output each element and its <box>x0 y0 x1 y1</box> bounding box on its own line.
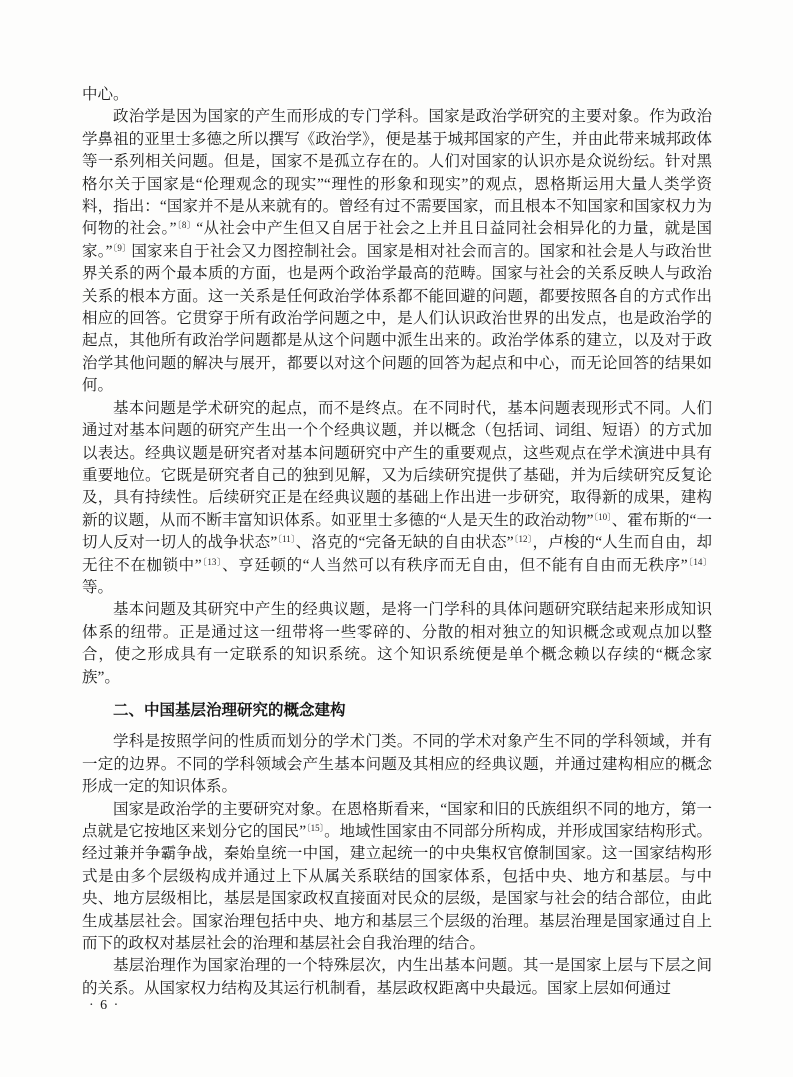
paragraph: 政治学是因为国家的产生而形成的专门学科。国家是政治学研究的主要对象。作为政治学鼻祖的亚里士多德之所以撰写《政治学》，便是基于城邦国家的产生，并由此带来城邦政体等一系列相关问题。但是，国家不是孤立存在的。人们对国家的认识亦是众说纷纭。针对黑格尔关于国家是“伦理观念的现实”“理性的形象和现实”的观点，恩格斯运用大量人类学资料，指出：“国家并不是从来就有的。曾经有过不需要国家，而且根本不知国家和国家权力为何物的社会。”$^{〔8〕}$“从社会中产生但又自居于社会之上并且日益同社会相异化的力量，就是国家。”$^{〔9〕}$国家来自于社会又力图控制社会。国家是相对社会而言的。国家和社会是人与政治世界关系的两个最本质的方面，也是两个政治学最高的范畴。国家与社会的关系反映人与政治关系的根本方面。这一关系是任何政治学体系都不能回避的问题，都要按照各自的方式作出相应的回答。它贯穿于所有政治学问题之中，是人们认识政治世界的出发点，也是政治学的起点，其他所有政治学问题都是从这个问题中派生出来的。政治学体系的建立，以及对于政治学其他问题的解决与展开，都要以对这个问题的回答为起点和中心，而无论回答的结果如何。 <box>82 108 712 395</box>
document-body <box>82 84 712 1000</box>
paragraph: 国家是政治学的主要研究对象。在恩格斯看来，“国家和旧的氏族组织不同的地方，第一点就是它按地区来划分它的国民”$^{〔15〕}$。地域性国家由不同部分所构成，并形成国家结构形式。经过兼并争霸争战，秦始皇统一中国，建立起统一的中央集权官僚制国家。这一国家结构形式是由多个层级构成并通过上下从属关系联结的国家体系，包括中央、地方和基层。与中央、地方层级相比，基层是国家政权直接面对民众的层级，是国家与社会的结合部位，由此生成基层社会。国家治理包括中央、地方和基层三个层级的治理。基层治理是国家通过自上而下的政权对基层社会的治理和基层社会自我治理的结合。 <box>82 800 712 953</box>
paragraph: 基本问题及其研究中产生的经典议题，是将一门学科的具体问题研究联结起来形成知识体系的纽带。正是通过这一纽带将一些零碎的、分散的相对独立的知识概念或观点加以整合，使之形成具有一定联系的知识系统。这个知识系统便是单个概念赖以存续的“概念家族”。 <box>82 601 712 686</box>
footnote-marker: 〔8〕 <box>176 220 197 231</box>
footnote-marker: 〔13〕 <box>201 556 223 567</box>
footnote-marker: 〔9〕 <box>112 242 132 253</box>
paragraph: 基层治理作为国家治理的一个特殊层次，内生出基本问题。其一是国家上层与下层之间的关系。从国家权力结构及其运行机制看，基层政权距离中央最远。国家上层如何通过 <box>82 957 712 997</box>
footnote-marker: 〔11〕 <box>277 534 296 545</box>
footnote-marker: 〔10〕 <box>593 511 612 522</box>
paragraph: 学科是按照学问的性质而划分的学术门类。不同的学术对象产生不同的学科领域，并有一定的边界。不同的学科领域会产生基本问题及其相应的经典议题，并通过建构相应的概念形成一定的知识体系。 <box>82 733 712 796</box>
page-number: · 6 · <box>89 998 120 1013</box>
paragraph: 中心。 <box>82 86 129 103</box>
footnote-marker: 〔12〕 <box>513 534 533 545</box>
section-heading: 二、中国基层治理研究的概念建构 <box>113 701 346 719</box>
footnote-marker: 〔14〕 <box>687 556 712 567</box>
footnote-marker: 〔15〕 <box>306 823 325 833</box>
paragraph: 基本问题是学术研究的起点，而不是终点。在不同时代，基本问题表现形式不同。人们通过对基本问题的研究产生出一个个经典议题，并以概念（包括词、词组、短语）的方式加以表达。经典议题是研究者对基本问题研究中产生的重要观点，这些观点在学术演进中具有重要地位。它既是研究者自己的独到见解，又为后续研究提供了基础，并为后续研究反复论及，具有持续性。后续研究正是在经典议题的基础上作出进一步研究，取得新的成果，建构新的议题，从而不断丰富知识体系。如亚里士多德的“人是天生的政治动物”$^{〔10〕}$、霍布斯的“一切人反对一切人的战争状态”$^{〔11〕}$、洛克的“完备无缺的自由状态”$^{〔12〕}$，卢梭的“人生而自由，却无往不在枷锁中”$^{〔13〕}$、亨廷顿的“人当然可以有秩序而无自由，但不能有自由而无秩序”$^{〔14〕}$等。 <box>82 399 712 596</box>
